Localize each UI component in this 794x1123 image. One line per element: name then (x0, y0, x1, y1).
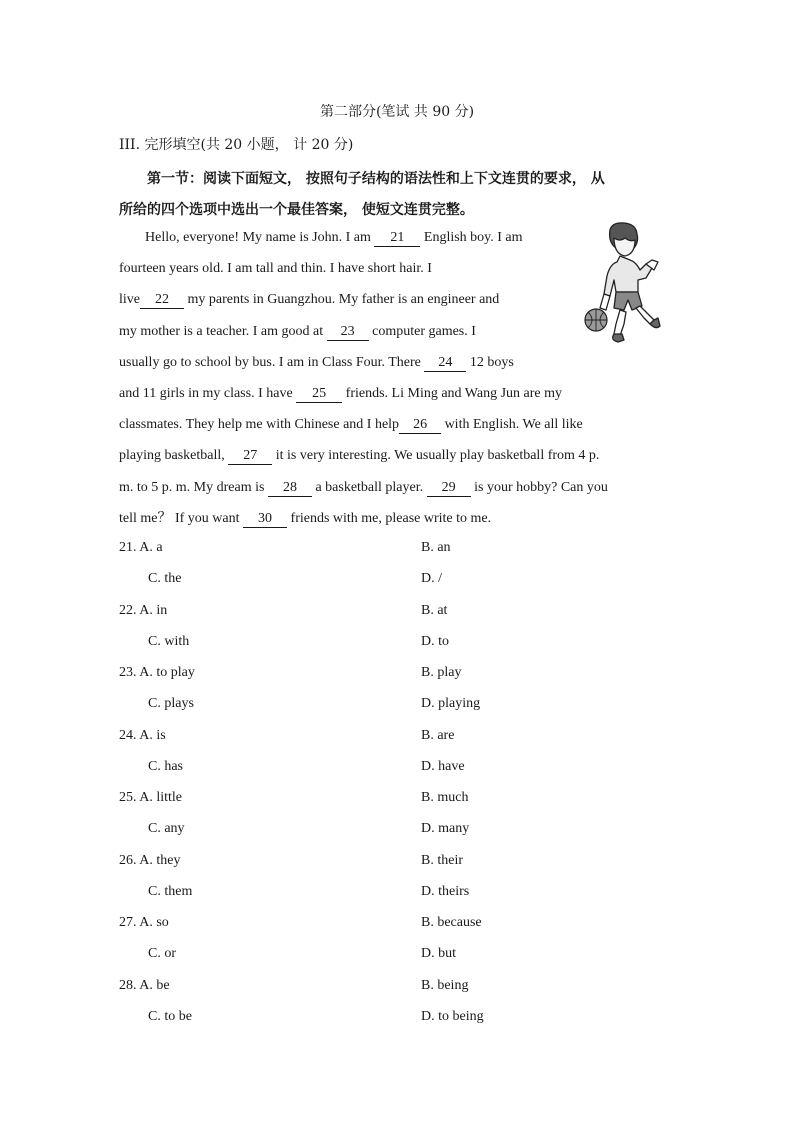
question-number: 25. (119, 790, 137, 805)
passage-text: friends. Li Ming and Wang Jun are my (342, 385, 563, 401)
option-b: B. being (421, 977, 469, 993)
passage-text: tell me？ If you want (119, 510, 244, 526)
boy-playing-basketball-icon (580, 220, 670, 360)
blank-23: 23 (327, 324, 369, 341)
question-number-and-option-a (119, 540, 163, 556)
basketball-icon (585, 309, 607, 331)
question-number: 22. (119, 602, 137, 618)
option-b: B. because (421, 915, 482, 930)
blank-27: 27 (228, 448, 272, 465)
blank-24: 24 (424, 355, 466, 372)
option-a: A. little (139, 790, 183, 805)
option-b: B. play (421, 665, 462, 680)
question-row (119, 853, 679, 884)
question-number: 28. (119, 977, 137, 993)
passage-text: Hello, everyone! My name is John. I am (145, 230, 375, 245)
question-row (119, 821, 679, 852)
passage-text: classmates. They help me with Chinese and I help (119, 417, 400, 433)
question-row (119, 884, 679, 915)
passage-text: usually go to school by bus. I am in Class Four. There (119, 354, 425, 370)
blank-30: 30 (243, 511, 287, 528)
question-number: 27. (119, 915, 137, 930)
passage-text: m. to 5 p. m. My dream is (119, 479, 268, 495)
question-row (119, 634, 679, 665)
option-a: A. so (139, 915, 169, 930)
option-d: D. to (421, 633, 449, 649)
option-d: D. theirs (421, 883, 470, 899)
passage-text: playing basketball, (119, 448, 229, 464)
question-row (119, 571, 679, 602)
passage-line (119, 381, 679, 412)
question-number-and-option-a (119, 728, 166, 744)
question-number-and-option-a (119, 790, 182, 806)
option-c: C. with (148, 633, 190, 649)
option-c: C. them (148, 883, 193, 899)
option-b: B. are (421, 727, 455, 743)
option-d: D. have (421, 758, 465, 774)
blank-21: 21 (374, 230, 420, 247)
option-b: B. an (421, 540, 451, 555)
passage-text: computer games. I (368, 323, 476, 339)
blank-22: 22 (140, 292, 184, 309)
question-number-and-option-a (119, 915, 169, 931)
passage-text: my mother is a teacher. I am good at (119, 323, 327, 339)
option-d: D. but (421, 946, 456, 962)
instruction-line-2: 所给的四个选项中选出一个最佳答案， 使短文连贯完整。 (119, 202, 474, 218)
option-a: A. is (139, 727, 166, 743)
question-row (119, 665, 679, 696)
instruction-line-1: 第一节：阅读下面短文， 按照句子结构的语法性和上下文连贯的要求， 从 (147, 171, 605, 187)
question-number: 26. (119, 852, 137, 868)
question-row (119, 915, 679, 946)
option-a: A. be (139, 977, 170, 993)
option-d: D. many (421, 821, 470, 837)
part-title: 第二部分(笔试 共 90 分) (319, 104, 475, 120)
question-number-and-option-a (119, 853, 180, 869)
option-b: B. much (421, 790, 469, 805)
option-d: D. to being (421, 1008, 484, 1024)
question-number-and-option-a (119, 978, 170, 994)
passage-text: fourteen years old. I am tall and thin. I have short hair. I (119, 261, 432, 277)
question-row (119, 978, 679, 1009)
question-number: 24. (119, 727, 137, 743)
passage-text: live (119, 292, 140, 308)
question-number: 23. (119, 665, 137, 680)
passage-text: friends with me, please write to me. (287, 510, 492, 526)
option-c: C. any (148, 821, 185, 837)
option-c: C. plays (148, 696, 194, 712)
option-a: A. a (139, 540, 163, 555)
blank-26: 26 (399, 417, 441, 434)
question-row (119, 759, 679, 790)
passage-text: English boy. I am (420, 230, 523, 245)
passage-text: a basketball player. (311, 479, 427, 495)
question-row (119, 540, 679, 571)
blank-29: 29 (427, 480, 471, 497)
option-d: D. / (421, 571, 442, 587)
passage-text: it is very interesting. We usually play basketball from 4 p. (272, 448, 600, 464)
question-number-and-option-a (119, 603, 167, 619)
option-c: C. to be (148, 1008, 192, 1024)
blank-25: 25 (296, 386, 342, 403)
passage-line (119, 412, 679, 443)
option-c: C. or (148, 946, 176, 962)
instructions (119, 164, 679, 226)
question-number-and-option-a (119, 665, 195, 681)
passage-text: my parents in Guangzhou. My father is an engineer and (184, 292, 500, 308)
option-a: A. they (139, 852, 181, 868)
option-b: B. at (421, 602, 448, 618)
question-row (119, 946, 679, 977)
option-c: C. the (148, 571, 182, 587)
blank-28: 28 (268, 480, 312, 497)
option-a: A. in (139, 602, 168, 618)
question-row (119, 696, 679, 727)
question-row (119, 603, 679, 634)
passage-line (119, 475, 679, 506)
section-title: III. 完形填空(共 20 小题， 计 20 分) (119, 137, 354, 153)
passage-text: 12 boys (466, 354, 514, 370)
option-a: A. to play (139, 665, 195, 680)
passage-text: with English. We all like (441, 417, 583, 433)
question-number: 21. (119, 540, 137, 555)
passage-line (119, 506, 679, 537)
passage-text: is your hobby? Can you (470, 479, 608, 495)
option-c: C. has (148, 758, 183, 774)
passage-line (119, 443, 679, 474)
question-row (119, 728, 679, 759)
option-d: D. playing (421, 696, 481, 712)
question-row (119, 1009, 679, 1040)
option-b: B. their (421, 852, 463, 868)
passage-text: and 11 girls in my class. I have (119, 385, 297, 401)
question-row (119, 790, 679, 821)
options-list (119, 540, 679, 1040)
